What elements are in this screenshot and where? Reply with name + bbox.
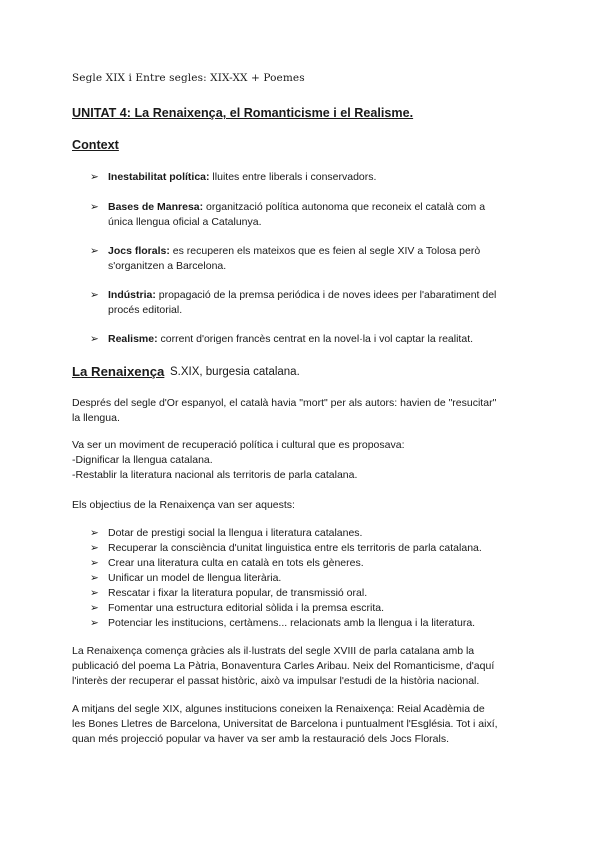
paragraph-line: Va ser un moviment de recuperació política i cultural que es proposava: <box>72 439 405 451</box>
paragraph <box>72 644 532 689</box>
arrow-bullet-icon: ➢ <box>90 542 99 554</box>
paragraph-line: la llengua. <box>72 412 120 424</box>
list-item-text: Fomentar una estructura editorial sòlida i la premsa escrita. <box>108 602 385 614</box>
renaixenca-subtitle: S.XIX, burgesia catalana. <box>170 366 300 378</box>
arrow-bullet-icon: ➢ <box>90 572 99 584</box>
list-item <box>90 541 540 556</box>
arrow-bullet-icon: ➢ <box>90 557 99 569</box>
paragraph-line: publicació del poema La Pàtria, Bonaventura Carles Aribau. Neix del Romanticisme, d'aquí <box>72 660 495 672</box>
context-term: Realisme: <box>108 333 158 345</box>
context-term: Indústria: <box>108 289 156 301</box>
arrow-bullet-icon: ➢ <box>90 245 99 257</box>
subject-header: Segle XIX i Entre segles: XIX-XX + Poemes <box>72 72 305 84</box>
paragraph <box>72 396 532 426</box>
unit-title: UNITAT 4: La Renaixença, el Romanticisme i el Realisme. <box>72 106 414 120</box>
context-text-continued: única llengua oficial a Catalunya. <box>108 216 262 228</box>
arrow-bullet-icon: ➢ <box>90 289 99 301</box>
renaixenca-title: La Renaixença <box>72 364 165 379</box>
objectives-list <box>90 526 540 631</box>
list-item <box>90 556 540 571</box>
context-text-continued: s'organitzen a Barcelona. <box>108 260 227 272</box>
arrow-bullet-icon: ➢ <box>90 587 99 599</box>
paragraph-line: les Bones Lletres de Barcelona, Universitat de Barcelona i puntualment l'Església. Tot i així, <box>72 718 498 730</box>
arrow-bullet-icon: ➢ <box>90 602 99 614</box>
list-item-text: Potenciar les institucions, certàmens... relacionats amb la llengua i la literatura. <box>108 617 476 629</box>
context-term: Bases de Manresa: <box>108 201 204 213</box>
paragraph-line: quan més projecció popular va haver va ser amb la restauració dels Jocs Florals. <box>72 733 450 745</box>
paragraph-line: Després del segle d'Or espanyol, el català havia "mort" per als autors: havien de "resucitar" <box>72 397 497 409</box>
context-title: Context <box>72 138 119 152</box>
list-item-text: Unificar un model de llengua literària. <box>108 572 282 584</box>
arrow-bullet-icon: ➢ <box>90 617 99 629</box>
paragraph-line: -Restablir la literatura nacional als territoris de parla catalana. <box>72 469 358 481</box>
list-item <box>90 586 540 601</box>
arrow-bullet-icon: ➢ <box>90 333 99 345</box>
context-text: propagació de la premsa periódica i de noves idees per l'abaratiment del <box>155 289 497 301</box>
list-item <box>90 526 540 541</box>
list-item <box>90 616 540 631</box>
paragraph-line: A mitjans del segle XIX, algunes institucions coneixen la Renaixença: Reial Acadèmia de <box>72 703 485 715</box>
context-text: organització política autonoma que reconeix el català com a <box>203 201 486 213</box>
context-text-continued: procés editorial. <box>108 304 183 316</box>
context-text: es recuperen els mateixos que es feien al segle XIV a Tolosa però <box>169 245 481 257</box>
paragraph-line: l'interès der recuperar el passat històric, això va impulsar l'estudi de la història nacional. <box>72 675 480 687</box>
list-item <box>90 571 540 586</box>
context-text: lluites entre liberals i conservadors. <box>209 171 377 183</box>
list-item-text: Recuperar la consciència d'unitat linguistica entre els territoris de parla catalana. <box>108 542 482 554</box>
paragraph-line: La Renaixença comença gràcies als il·lustrats del segle XVIII de parla catalana amb la <box>72 645 475 657</box>
context-term: Inestabilitat política: <box>108 171 210 183</box>
paragraph <box>72 702 532 747</box>
list-item-text: Dotar de prestigi social la llengua i literatura catalanes. <box>108 527 363 539</box>
arrow-bullet-icon: ➢ <box>90 171 99 183</box>
context-text: corrent d'origen francès centrat en la novel·la i vol captar la realitat. <box>157 333 474 345</box>
arrow-bullet-icon: ➢ <box>90 201 99 213</box>
list-item-text: Crear una literatura culta en català en tots els gèneres. <box>108 557 364 569</box>
list-item-text: Rescatar i fixar la literatura popular, de transmissió oral. <box>108 587 368 599</box>
list-item <box>90 601 540 616</box>
paragraph <box>72 438 532 483</box>
context-term: Jocs florals: <box>108 245 170 257</box>
arrow-bullet-icon: ➢ <box>90 527 99 539</box>
paragraph: Els objectius de la Renaixença van ser aquests: <box>72 499 295 511</box>
paragraph-line: -Dignificar la llengua catalana. <box>72 454 213 466</box>
